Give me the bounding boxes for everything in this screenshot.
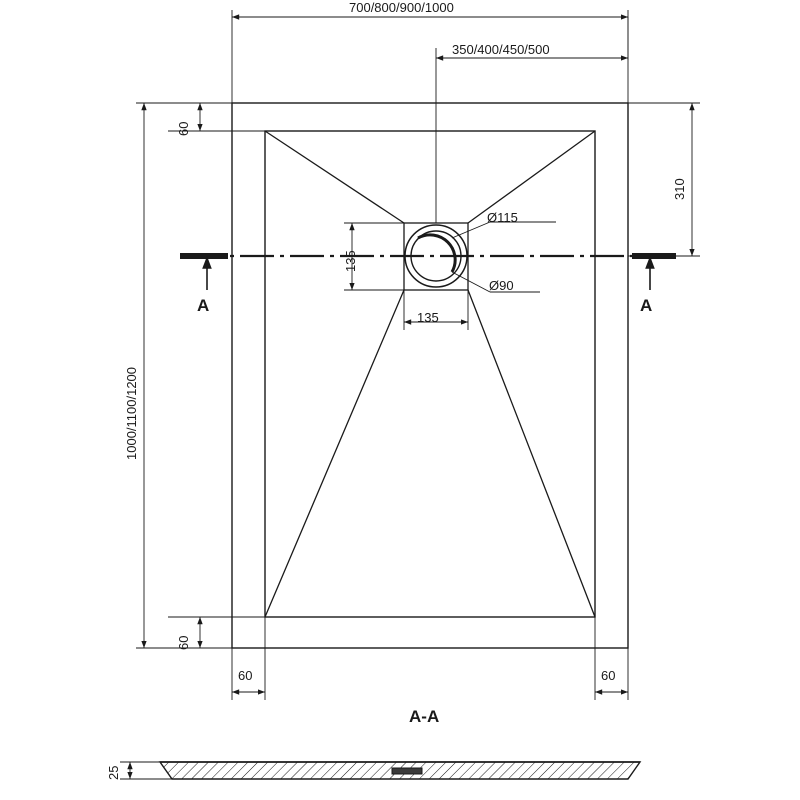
dim-drain-vertical: 135	[343, 250, 358, 272]
dim-left-overall: 1000/1100/1200	[124, 366, 139, 460]
tray-slope-lines	[265, 131, 595, 617]
dim-bottom-right-60: 60	[601, 668, 616, 683]
section-arrows	[180, 256, 676, 290]
dim-inset-bottom-left: 60	[176, 635, 191, 650]
tray-outline	[232, 103, 628, 648]
dim-inner-diameter: Ø90	[489, 278, 514, 293]
dim-bottom-left-60: 60	[238, 668, 253, 683]
section-title: A-A	[409, 707, 440, 726]
dim-drain-horizontal: 135	[417, 310, 439, 325]
dim-top-half: 350/400/450/500	[452, 42, 550, 57]
dim-thickness: 25	[106, 765, 121, 780]
section-view	[120, 762, 640, 779]
dimension-lines	[136, 10, 700, 700]
dim-inset-top-left: 60	[176, 121, 191, 136]
dim-right-310: 310	[672, 178, 687, 200]
section-mark-right: A	[640, 296, 653, 315]
dim-top-overall: 700/800/900/1000	[349, 0, 454, 15]
dim-outer-diameter: Ø115	[487, 210, 518, 225]
section-mark-left: A	[197, 296, 210, 315]
